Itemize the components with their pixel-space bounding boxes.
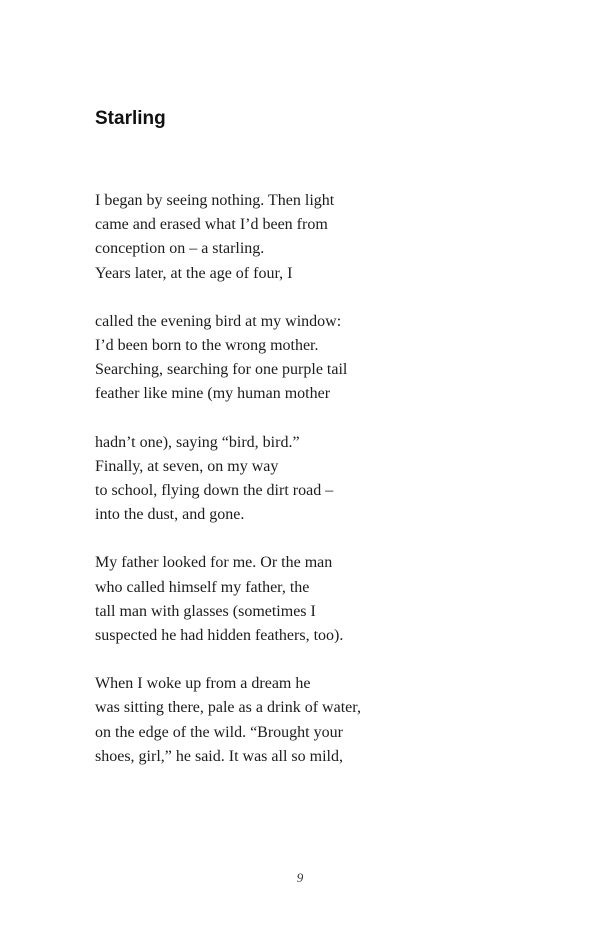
poem-line: Years later, at the age of four, I <box>95 264 293 282</box>
stanza-2 <box>95 310 515 407</box>
poem-line: was sitting there, pale as a drink of water, <box>95 699 361 717</box>
poem-line: into the dust, and gone. <box>95 506 245 524</box>
poem-title: Starling <box>95 108 166 129</box>
stanza-4 <box>95 551 515 648</box>
poem-line: conception on – a starling. <box>95 240 265 258</box>
poem-line: Searching, searching for one purple tail <box>95 361 348 379</box>
poem-line: on the edge of the wild. “Brought your <box>95 723 343 741</box>
poem-line: came and erased what I’d been from <box>95 216 328 234</box>
page-number: 9 <box>296 870 304 885</box>
poem-line: who called himself my father, the <box>95 578 310 596</box>
stanza-3 <box>95 431 515 528</box>
poem-line: hadn’t one), saying “bird, bird.” <box>95 433 300 451</box>
poem-line: feather like mine (my human mother <box>95 385 331 403</box>
poem-line: I began by seeing nothing. Then light <box>95 192 335 209</box>
poem-line: I’d been born to the wrong mother. <box>95 337 319 355</box>
poem-line: When I woke up from a dream he <box>95 675 311 693</box>
stanza-5 <box>95 672 515 769</box>
stanza-1 <box>95 189 515 286</box>
poem-line: shoes, girl,” he said. It was all so mild, <box>95 747 343 765</box>
poem-line: to school, flying down the dirt road – <box>95 482 334 500</box>
poem-line: My father looked for me. Or the man <box>95 554 333 572</box>
poem-line: tall man with glasses (sometimes I <box>95 602 316 620</box>
poem-line: Finally, at seven, on my way <box>95 457 279 475</box>
poem-line: called the evening bird at my window: <box>95 312 342 330</box>
poem-body <box>95 189 515 793</box>
poem-line: suspected he had hidden feathers, too). <box>95 627 344 645</box>
